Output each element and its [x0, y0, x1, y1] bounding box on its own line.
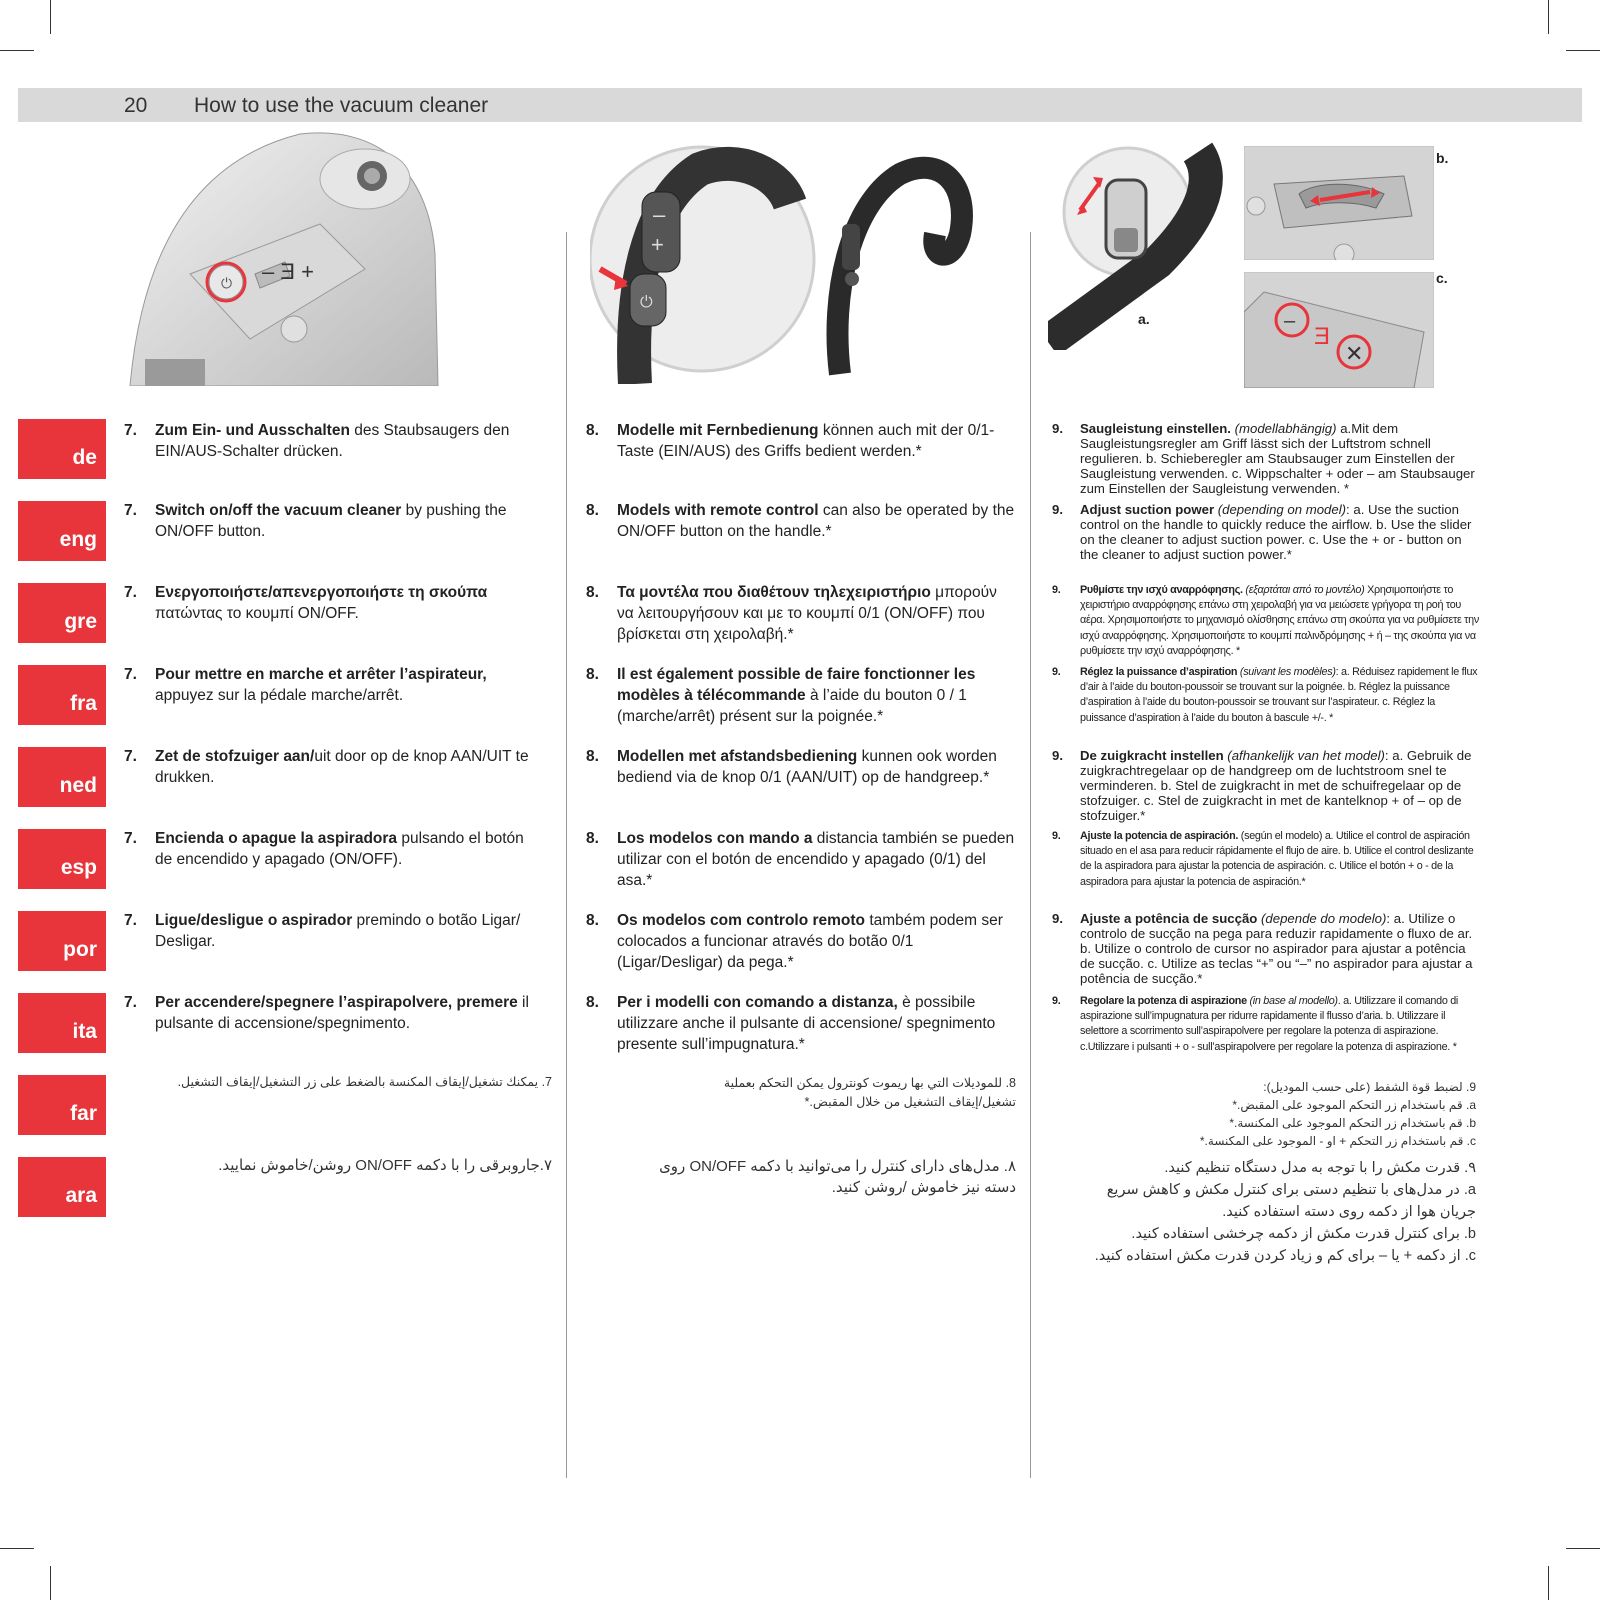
step8-eng: 8. Models with remote control can also be operated by the ON/OFF button on the handle.* [586, 502, 1015, 540]
column-divider [566, 232, 567, 1478]
step9-eng: 9. Adjust suction power (depending on model): a. Use the suction control on the handle to quickly reduce the airflow. b. Use the slider on the cleaner to adjust suction power. c. Use the + or - button on the cleaner to adjust suction power.* [1052, 502, 1472, 562]
svg-text:– Ǝ +: – Ǝ + [262, 259, 314, 284]
crop-mark [1548, 1566, 1549, 1600]
step9-ara-line: b. قم باستخدام زر التحكم الموجود على المكنسة.* [1229, 1116, 1476, 1130]
language-tab-fra: fra [18, 665, 106, 725]
language-tab-ita: ita [18, 993, 106, 1053]
suction-control-illustration [1048, 142, 1260, 350]
plus-minus-closeup-illustration [1244, 272, 1434, 388]
svg-text:⏻: ⏻ [640, 294, 653, 311]
step7-fra: 7. Pour mettre en marche et arrêter l’aspirateur, appuyez sur la pédale marche/arrêt. [124, 666, 487, 704]
crop-mark [1566, 50, 1600, 51]
crop-mark [1548, 0, 1549, 34]
step9-far-line: ۹. قدرت مکش را با توجه به مدل دستگاه تنظیم کنید. [1164, 1160, 1476, 1176]
vacuum-cleaner-illustration [120, 124, 450, 386]
svg-text:⏻: ⏻ [221, 275, 233, 291]
step9-far-line: b. برای کنترل قدرت مکش از دکمه چرخشی استفاده کنید. [1131, 1226, 1476, 1242]
step8-ara: 8. للموديلات التي بها ريموت كونترول يمكن التحكم بعملية تشغيل/إيقاف التشغيل من خلال المقبض.* [723, 1076, 1016, 1109]
page-title: How to use the vacuum cleaner [194, 94, 489, 117]
step7-eng: 7. Switch on/off the vacuum cleaner by pushing the ON/OFF button. [124, 502, 507, 540]
language-tab-por: por [18, 911, 106, 971]
crop-mark [0, 1548, 34, 1549]
svg-text:–: – [1284, 310, 1296, 332]
language-tab-ara: ara [18, 1157, 106, 1217]
step9-fra: 9. Réglez la puissance d’aspiration (suivant les modèles): a. Réduisez rapidement le flux d’air à l’aide du bouton-poussoir se trouvant sur la poignée. b. Réglez la puissance d’aspiration à l’aide du bouton-poussoir se trouvant sur l’aspirateur. c. Réglez la puissance d’aspiration à l’aide du bouton à bascule +/-. * [1052, 666, 1478, 724]
handle-illustration [590, 144, 1000, 384]
language-tab-eng: eng [18, 501, 106, 561]
image-label-c: c. [1436, 270, 1448, 286]
step8-fra: 8. Il est également possible de faire fonctionner les modèles à télécommande à l’aide du bouton 0 / 1 (marche/arrêt) présent sur la poignée.* [586, 666, 976, 725]
step7-por: 7. Ligue/desligue o aspirador premindo o botão Ligar/ Desligar. [124, 912, 521, 950]
step8-de: 8. Modelle mit Fernbedienung können auch mit der 0/1-Taste (EIN/AUS) des Griffs bedient werden.* [586, 422, 995, 460]
step8-far: ۸. مدل‌های دارای کنترل را می‌توانید با دکمه ON/OFF روی دسته نیز خاموش /روشن کنید. [659, 1158, 1016, 1196]
crop-mark [50, 1566, 51, 1600]
column-divider [1030, 232, 1031, 1478]
image-label-b: b. [1436, 150, 1449, 166]
step7-ita: 7. Per accendere/spegnere l’aspirapolvere, premere il pulsante di accensione/spegnimento. [124, 994, 529, 1032]
step9-ita: 9. Regolare la potenza di aspirazione (in base al modello). a. Utilizzare il comando di aspirazione sull’impugnatura per ridurre rapidamente il flusso d’aria. b. Utilizzare il selettore a scorrimento sull’aspirapolvere per regolare la potenza di aspirazione. c.Utilizzare i pulsanti + o - sull’aspirapolvere per regolare la potenza di aspirazione. * [1052, 995, 1459, 1053]
step9-far-line: a. در مدل‌های با تنظیم دستی برای کنترل مکش و کاهش سریع [1106, 1182, 1476, 1198]
step7-de: 7. Zum Ein- und Ausschalten des Staubsaugers den EIN/AUS-Schalter drücken. [124, 422, 510, 460]
step9-por: 9. Ajuste a potência de sucção (depende do modelo): a. Utilize o controlo de sucção na pega para reduzir rapidamente o fluxo de ar. b. Utilize o controlo de cursor no aspirador para ajustar a potência de sucção. c. Utilize as teclas “+” ou “–” no aspirador para ajustar a potência de sucção.* [1052, 911, 1473, 986]
step9-far-line: جریان هوا از دکمه روی دسته استفاده کنید. [1222, 1204, 1476, 1220]
language-tab-gre: gre [18, 583, 106, 643]
step8-ita: 8. Per i modelli con comando a distanza, è possibile utilizzare anche il pulsante di accensione/ spegnimento presente sull’impugnatura.* [586, 994, 996, 1053]
step7-gre: 7. Ενεργοποιήστε/απενεργοποιήστε τη σκούπα πατώντας το κουμπί ON/OFF. [124, 584, 488, 622]
step9-de: 9. Saugleistung einstellen. (modellabhängig) a.Mit dem Saugleistungsregler am Griff lässt sich der Luftstrom schnell regulieren. b. Schieberegler am Staubsauger zum Einstellen der Saugleistung verwenden. c. Wippschalter + oder – am Staubsauger zum Einstellen der Saugleistung verwenden. * [1052, 421, 1475, 496]
step7-far: ۷.جاروبرقی را با دکمه ON/OFF روشن/خاموش نمایید. [218, 1157, 552, 1174]
step9-ara-line: a. قم باستخدام زر التحكم الموجود على المقبض.* [1232, 1098, 1476, 1112]
step9-gre: 9. Ρυθμίστε την ισχύ αναρρόφησης. (εξαρτάται από το μοντέλο) Χρησιμοποιήστε το χειριστήριο αναρρόφησης επάνω στη χειρολαβή για να μειώσετε γρήγορα τη ροή του αέρα. Χρησιμοποιήστε το μηχανισμό ολίσθησης επάνω στη σκούπα για να ρυθμίσετε την ισχύ αναρρόφησης. Χρησιμοποιήστε το κουμπί παλινδρόμησης + ή – της σκούπα για να ρυθμίσετε την ισχύ αναρρόφησης. * [1052, 584, 1479, 657]
step8-ned: 8. Modellen met afstandsbediening kunnen ook worden bediend via de knop 0/1 (AAN/UIT) op de handgreep.* [586, 748, 997, 786]
step9-far-line: c. از دکمه + یا – برای کم و زیاد کردن قدرت مکش استفاده کنید. [1094, 1248, 1476, 1264]
step8-gre: 8. Τα μοντέλα που διαθέτουν τηλεχειριστήριο μπορούν να λειτουργήσουν και με το κουμπί 0/1 (ON/OFF) που βρίσκεται στη χειρολαβή.* [586, 584, 997, 643]
language-tab-esp: esp [18, 829, 106, 889]
step9-esp: 9. Ajuste la potencia de aspiración. (según el modelo) a. Utilice el control de aspiración situado en el asa para reducir rápidamente el flujo de aire. b. Utilice el control deslizante de la aspiradora para ajustar la potencia de aspiración. c. Utilice el botón + o - de la aspiradora para ajustar la potencia de aspiración.* [1052, 830, 1474, 888]
slider-closeup-illustration [1244, 146, 1434, 260]
language-tab-de: de [18, 419, 106, 479]
image-label-a: a. [1138, 311, 1150, 327]
svg-text:+: + [651, 232, 664, 257]
step9-far [1060, 1157, 1476, 1267]
crop-mark [50, 0, 51, 34]
svg-text:Ǝ: Ǝ [1314, 323, 1331, 350]
step9-ara-line: 9. لضبط قوة الشفط (على حسب الموديل): [1263, 1080, 1476, 1094]
page-number: 20 [124, 94, 148, 117]
language-tab-far: far [18, 1075, 106, 1135]
svg-text:–: – [653, 202, 666, 227]
step9-ara [1100, 1078, 1476, 1150]
step9-ned: 9. De zuigkracht instellen (afhankelijk van het model): a. Gebruik de zuigkrachtregelaar op de handgreep om de luchtstroom snel te verminderen. b. Stel de zuigkracht in met de schuifregelaar op de stofzuiger. c. Stel de zuigkracht in met de kantelknop + of – op de stofzuiger.* [1052, 748, 1472, 823]
crop-mark [0, 50, 34, 51]
svg-text:✕: ✕ [1345, 341, 1364, 366]
step7-ara: 7. يمكنك تشغيل/إيقاف المكنسة بالضغط على زر التشغيل/إيقاف التشغيل. [177, 1075, 552, 1089]
crop-mark [1566, 1548, 1600, 1549]
step8-por: 8. Os modelos com controlo remoto também podem ser colocados a funcionar através do botão 0/1 (Ligar/Desligar) da pega.* [586, 912, 1003, 971]
step7-esp: 7. Encienda o apague la aspiradora pulsando el botón de encendido y apagado (ON/OFF). [124, 830, 524, 868]
step8-esp: 8. Los modelos con mando a distancia también se pueden utilizar con el botón de encendido y apagado (0/1) del asa.* [586, 830, 1015, 889]
language-tab-ned: ned [18, 747, 106, 807]
step9-ara-line: c. قم باستخدام زر التحكم + او - الموجود على المكنسة.* [1199, 1134, 1476, 1148]
step7-ned: 7. Zet de stofzuiger aan/uit door op de knop AAN/UIT te drukken. [124, 748, 529, 786]
